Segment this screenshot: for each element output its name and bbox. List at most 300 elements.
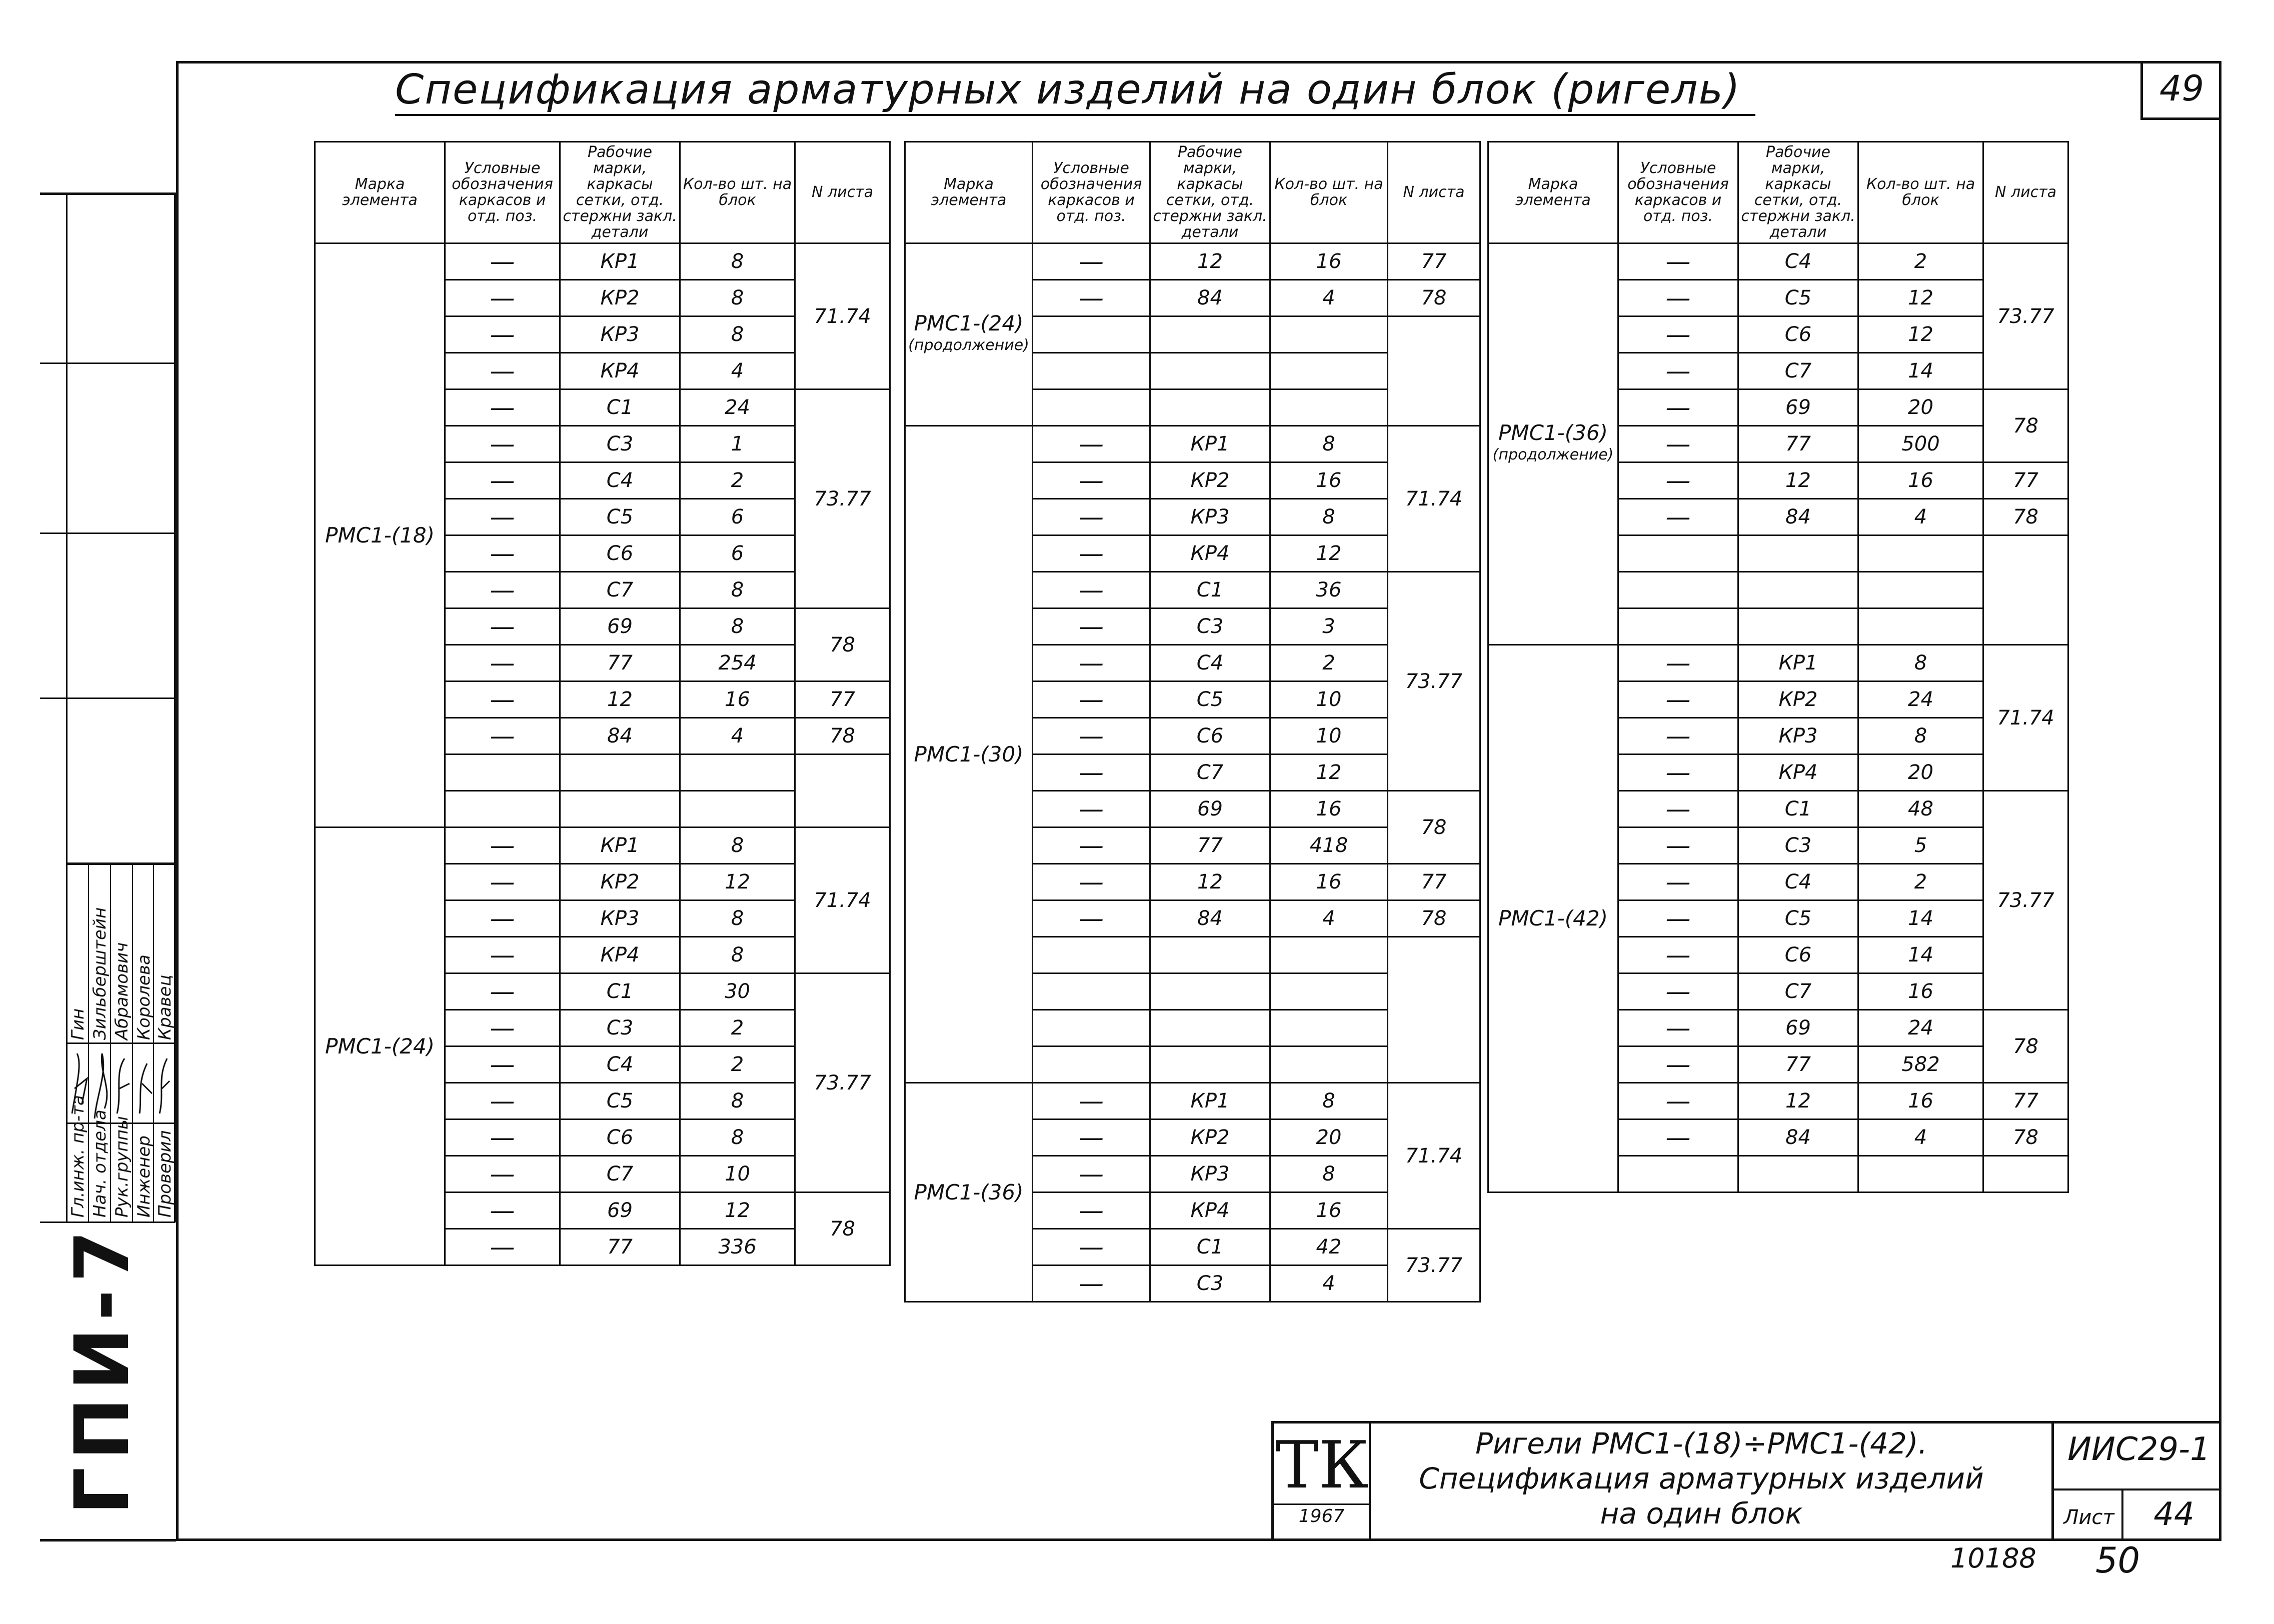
qty-cell: 4 xyxy=(680,718,795,754)
table-row xyxy=(1488,244,2068,280)
symbol-cell xyxy=(445,791,560,828)
organization-mark: ГПИ-7 xyxy=(59,1223,146,1515)
item-cell: КР4 xyxy=(560,353,680,390)
qty-cell xyxy=(1858,608,1983,645)
mark-label: РМС1-(42) xyxy=(1498,906,1608,930)
sheet-cell: 71.74 xyxy=(1983,645,2068,791)
symbol-cell: — xyxy=(1033,754,1150,791)
symbol-cell: — xyxy=(1033,462,1150,499)
item-cell: КР3 xyxy=(1150,1156,1270,1192)
symbol-cell: — xyxy=(1618,937,1738,974)
qty-cell xyxy=(1858,572,1983,608)
qty-cell xyxy=(1270,353,1388,390)
page-number-top: 49 xyxy=(2140,61,2220,120)
title-block-line-1: Ригели РМС1-(18)÷РМС1-(42). xyxy=(1475,1426,1927,1460)
stamp-col-line xyxy=(88,862,89,1222)
sheet-cell: 73.77 xyxy=(795,390,890,608)
header-sheet: N листа xyxy=(795,142,890,244)
symbol-cell: — xyxy=(1033,1083,1150,1120)
item-cell: С1 xyxy=(1150,1229,1270,1266)
stamp-row-line xyxy=(66,862,175,865)
item-cell: 77 xyxy=(1738,1046,1858,1083)
qty-cell: 8 xyxy=(1270,1156,1388,1192)
tk-logo: ТК xyxy=(1275,1427,1369,1503)
mark-label: РМС1-(18) xyxy=(325,522,435,548)
header-mark: Марка элемента xyxy=(1488,142,1618,244)
item-cell: 12 xyxy=(560,682,680,718)
item-cell: КР4 xyxy=(1738,754,1858,791)
symbol-cell xyxy=(1033,353,1150,390)
symbol-cell: — xyxy=(445,974,560,1010)
symbol-cell: — xyxy=(1618,718,1738,754)
symbol-cell: — xyxy=(445,682,560,718)
mark-cell xyxy=(905,426,1033,1083)
item-cell: 77 xyxy=(1150,828,1270,864)
item-cell: С5 xyxy=(1738,280,1858,316)
sheet-cell: 73.77 xyxy=(1388,572,1480,791)
stamp-row-line xyxy=(40,1222,175,1223)
symbol-cell: — xyxy=(445,572,560,608)
qty-cell: 4 xyxy=(1270,900,1388,937)
item-cell: С6 xyxy=(1738,937,1858,974)
header-item: Рабочие марки, каркасы сетки, отд. стержни закл. детали xyxy=(1738,142,1858,244)
item-cell: С4 xyxy=(560,462,680,499)
symbol-cell: — xyxy=(445,1046,560,1083)
symbol-cell: — xyxy=(1618,900,1738,937)
tb-sheet-divider xyxy=(2121,1488,2123,1541)
symbol-cell: — xyxy=(1033,536,1150,572)
symbol-cell: — xyxy=(445,718,560,754)
sheet-cell: 77 xyxy=(1983,462,2068,499)
qty-cell xyxy=(1858,1156,1983,1192)
symbol-cell: — xyxy=(1618,244,1738,280)
item-cell xyxy=(1150,1010,1270,1046)
qty-cell: 2 xyxy=(680,1046,795,1083)
qty-cell: 24 xyxy=(680,390,795,426)
sheet-cell: 78 xyxy=(795,718,890,754)
sheet-cell: 77 xyxy=(1388,244,1480,280)
header-symbol: Условные обозначения каркасов и отд. поз. xyxy=(1033,142,1150,244)
item-cell xyxy=(1150,974,1270,1010)
qty-cell: 8 xyxy=(680,1120,795,1156)
stamp-role-2: Нач. отдела xyxy=(90,1110,110,1218)
item-cell: КР2 xyxy=(560,280,680,316)
symbol-cell: — xyxy=(1033,244,1150,280)
item-cell: КР1 xyxy=(1150,426,1270,462)
item-cell: 12 xyxy=(1150,244,1270,280)
stamp-role-1: Гл.инж. пр-та xyxy=(68,1095,88,1218)
qty-cell xyxy=(1270,1046,1388,1083)
symbol-cell: — xyxy=(1618,828,1738,864)
stamp-col-line xyxy=(132,862,133,1222)
title-underline xyxy=(395,114,1755,116)
symbol-cell: — xyxy=(1033,426,1150,462)
symbol-cell xyxy=(1033,1046,1150,1083)
symbol-cell: — xyxy=(1033,828,1150,864)
qty-cell: 24 xyxy=(1858,682,1983,718)
stamp-row-line xyxy=(40,362,175,364)
item-cell: 77 xyxy=(1738,426,1858,462)
qty-cell: 14 xyxy=(1858,353,1983,390)
qty-cell xyxy=(1270,937,1388,974)
item-cell: С1 xyxy=(560,390,680,426)
qty-cell: 4 xyxy=(1270,1266,1388,1302)
qty-cell: 8 xyxy=(680,572,795,608)
symbol-cell xyxy=(1033,974,1150,1010)
qty-cell: 8 xyxy=(1270,1083,1388,1120)
tb-code-divider xyxy=(2051,1421,2054,1541)
qty-cell: 12 xyxy=(680,1192,795,1229)
symbol-cell: — xyxy=(1033,682,1150,718)
symbol-cell: — xyxy=(1618,1120,1738,1156)
title-block-line-2: Спецификация арматурных изделий xyxy=(1419,1462,1984,1496)
stamp-name-3: Абрамович xyxy=(112,942,132,1040)
sheet-cell: 71.74 xyxy=(1388,426,1480,572)
symbol-cell xyxy=(1618,536,1738,572)
title-block-line-3: на один блок xyxy=(1600,1496,1803,1530)
mark-cell xyxy=(1488,244,1618,645)
symbol-cell: — xyxy=(445,937,560,974)
sheet-cell: 78 xyxy=(1388,280,1480,316)
item-cell: 84 xyxy=(1150,900,1270,937)
mark-cell xyxy=(905,1083,1033,1302)
qty-cell: 12 xyxy=(1858,280,1983,316)
item-cell: КР3 xyxy=(1150,499,1270,536)
header-qty: Кол-во шт. на блок xyxy=(1858,142,1983,244)
symbol-cell: — xyxy=(1033,1192,1150,1229)
table-row xyxy=(905,1083,1480,1120)
symbol-cell: — xyxy=(1033,608,1150,645)
symbol-cell: — xyxy=(445,1010,560,1046)
page-number-bottom: 50 xyxy=(2095,1540,2140,1581)
symbol-cell: — xyxy=(1618,316,1738,353)
stamp-row-line xyxy=(40,698,175,699)
sheet-cell: 78 xyxy=(795,608,890,682)
table-row xyxy=(1488,645,2068,682)
symbol-cell: — xyxy=(445,462,560,499)
table-header-row xyxy=(315,142,890,244)
stamp-role-3: Рук.группы xyxy=(112,1116,132,1218)
header-symbol: Условные обозначения каркасов и отд. поз. xyxy=(1618,142,1738,244)
stamp-row-line xyxy=(40,532,175,534)
item-cell: С1 xyxy=(1150,572,1270,608)
item-cell: КР2 xyxy=(1150,462,1270,499)
symbol-cell: — xyxy=(1033,1266,1150,1302)
sheet-cell: 73.77 xyxy=(1983,244,2068,390)
header-sheet: N листа xyxy=(1388,142,1480,244)
sheet-cell: 71.74 xyxy=(795,244,890,390)
qty-cell: 14 xyxy=(1858,900,1983,937)
qty-cell: 30 xyxy=(680,974,795,1010)
qty-cell: 16 xyxy=(680,682,795,718)
symbol-cell: — xyxy=(445,316,560,353)
symbol-cell: — xyxy=(1033,572,1150,608)
item-cell: С7 xyxy=(1738,974,1858,1010)
item-cell: 77 xyxy=(560,645,680,682)
sheet-cell: 73.77 xyxy=(1983,791,2068,1010)
qty-cell: 16 xyxy=(1858,462,1983,499)
mark-note: (продолжение) xyxy=(1492,446,1614,464)
item-cell xyxy=(1738,608,1858,645)
sheet-cell: 73.77 xyxy=(1388,1229,1480,1302)
symbol-cell xyxy=(1033,390,1150,426)
symbol-cell: — xyxy=(1618,1046,1738,1083)
symbol-cell: — xyxy=(1618,754,1738,791)
header-mark: Марка элемента xyxy=(905,142,1033,244)
mark-note: (продолжение) xyxy=(908,336,1029,354)
symbol-cell xyxy=(1618,572,1738,608)
item-cell: С3 xyxy=(560,1010,680,1046)
sheet-cell: 73.77 xyxy=(795,974,890,1192)
symbol-cell: — xyxy=(445,1120,560,1156)
qty-cell: 14 xyxy=(1858,937,1983,974)
qty-cell: 336 xyxy=(680,1229,795,1266)
item-cell: 77 xyxy=(560,1229,680,1266)
item-cell xyxy=(1738,1156,1858,1192)
item-cell: 69 xyxy=(1150,791,1270,828)
qty-cell: 418 xyxy=(1270,828,1388,864)
symbol-cell: — xyxy=(1618,462,1738,499)
sheet-cell: 78 xyxy=(1983,390,2068,462)
item-cell: 84 xyxy=(1738,1120,1858,1156)
stamp-role-5: Проверил xyxy=(155,1130,175,1218)
qty-cell: 6 xyxy=(680,536,795,572)
item-cell: С6 xyxy=(560,536,680,572)
qty-cell: 8 xyxy=(680,244,795,280)
title-block xyxy=(1271,1421,2221,1541)
symbol-cell: — xyxy=(1618,645,1738,682)
sheet-cell: 77 xyxy=(1388,864,1480,900)
header-mark: Марка элемента xyxy=(315,142,445,244)
qty-cell: 24 xyxy=(1858,1010,1983,1046)
qty-cell: 8 xyxy=(1858,645,1983,682)
qty-cell: 16 xyxy=(1858,1083,1983,1120)
symbol-cell: — xyxy=(445,536,560,572)
item-cell xyxy=(1150,390,1270,426)
qty-cell: 20 xyxy=(1858,754,1983,791)
item-cell: С5 xyxy=(1738,900,1858,937)
qty-cell xyxy=(680,791,795,828)
symbol-cell: — xyxy=(1618,499,1738,536)
item-cell: С4 xyxy=(1150,645,1270,682)
page-title: Спецификация арматурных изделий на один блок (ригель) xyxy=(395,66,1741,114)
qty-cell: 10 xyxy=(1270,682,1388,718)
qty-cell: 1 xyxy=(680,426,795,462)
qty-cell: 8 xyxy=(1270,426,1388,462)
sheet-cell: 71.74 xyxy=(795,828,890,974)
symbol-cell: — xyxy=(445,499,560,536)
item-cell xyxy=(1150,353,1270,390)
title-block-text xyxy=(1376,1426,2026,1531)
symbol-cell: — xyxy=(445,353,560,390)
item-cell: 69 xyxy=(560,608,680,645)
item-cell: С4 xyxy=(560,1046,680,1083)
symbol-cell: — xyxy=(445,1229,560,1266)
sheet-cell: 78 xyxy=(1983,1010,2068,1083)
qty-cell: 4 xyxy=(1858,1120,1983,1156)
qty-cell: 16 xyxy=(1858,974,1983,1010)
spec-table-1 xyxy=(314,141,891,1266)
item-cell xyxy=(1150,316,1270,353)
tb-logo-divider xyxy=(1369,1421,1371,1541)
sheet-cell: 78 xyxy=(1388,791,1480,864)
qty-cell: 16 xyxy=(1270,791,1388,828)
mark-label: РМС1-(36) xyxy=(914,1180,1024,1204)
symbol-cell xyxy=(445,754,560,791)
sheet-cell: 78 xyxy=(795,1192,890,1266)
qty-cell: 16 xyxy=(1270,462,1388,499)
table-row xyxy=(905,426,1480,462)
stamp-name-4: Королева xyxy=(134,954,154,1040)
item-cell: КР1 xyxy=(1150,1083,1270,1120)
table-row xyxy=(315,244,890,280)
qty-cell: 8 xyxy=(1270,499,1388,536)
mark-cell xyxy=(1488,645,1618,1192)
table-row xyxy=(905,244,1480,280)
table-row xyxy=(315,828,890,864)
symbol-cell: — xyxy=(445,900,560,937)
item-cell: КР1 xyxy=(560,244,680,280)
table-body xyxy=(1488,244,2068,1192)
symbol-cell: — xyxy=(1618,974,1738,1010)
header-sheet: N листа xyxy=(1983,142,2068,244)
qty-cell: 20 xyxy=(1270,1120,1388,1156)
symbol-cell xyxy=(1033,316,1150,353)
symbol-cell xyxy=(1618,1156,1738,1192)
qty-cell: 8 xyxy=(680,316,795,353)
header-qty: Кол-во шт. на блок xyxy=(680,142,795,244)
tb-left-border xyxy=(1271,1421,1274,1541)
symbol-cell: — xyxy=(1618,1010,1738,1046)
item-cell: 69 xyxy=(1738,390,1858,426)
symbol-cell: — xyxy=(1618,682,1738,718)
symbol-cell: — xyxy=(1033,791,1150,828)
qty-cell: 2 xyxy=(680,462,795,499)
symbol-cell: — xyxy=(1033,900,1150,937)
qty-cell: 16 xyxy=(1270,244,1388,280)
sheet-cell xyxy=(795,754,890,828)
item-cell: С6 xyxy=(1738,316,1858,353)
sheet-number: 44 xyxy=(2153,1496,2194,1533)
item-cell: 84 xyxy=(560,718,680,754)
item-cell: КР2 xyxy=(1738,682,1858,718)
item-cell: 69 xyxy=(560,1192,680,1229)
symbol-cell: — xyxy=(1033,864,1150,900)
qty-cell: 4 xyxy=(680,353,795,390)
sheet-cell: 77 xyxy=(1983,1083,2068,1120)
symbol-cell: — xyxy=(1618,426,1738,462)
qty-cell: 8 xyxy=(680,937,795,974)
item-cell: КР3 xyxy=(1738,718,1858,754)
qty-cell: 6 xyxy=(680,499,795,536)
symbol-cell: — xyxy=(445,244,560,280)
item-cell: С3 xyxy=(560,426,680,462)
symbol-cell: — xyxy=(1033,1229,1150,1266)
qty-cell: 8 xyxy=(680,608,795,645)
qty-cell: 4 xyxy=(1270,280,1388,316)
symbol-cell: — xyxy=(445,608,560,645)
symbol-cell: — xyxy=(1033,499,1150,536)
qty-cell: 254 xyxy=(680,645,795,682)
qty-cell: 8 xyxy=(1858,718,1983,754)
item-cell xyxy=(1738,572,1858,608)
stamp-col-line xyxy=(110,862,111,1222)
sheet-cell: 78 xyxy=(1983,1120,2068,1156)
symbol-cell: — xyxy=(445,864,560,900)
item-cell: С7 xyxy=(560,1156,680,1192)
item-cell: С1 xyxy=(560,974,680,1010)
qty-cell: 8 xyxy=(680,828,795,864)
item-cell: С5 xyxy=(1150,682,1270,718)
stamp-name-1: Гин xyxy=(68,1008,88,1040)
item-cell: С7 xyxy=(560,572,680,608)
item-cell: С3 xyxy=(1150,1266,1270,1302)
header-symbol: Условные обозначения каркасов и отд. поз. xyxy=(445,142,560,244)
qty-cell: 12 xyxy=(1270,536,1388,572)
symbol-cell: — xyxy=(1033,1120,1150,1156)
qty-cell: 2 xyxy=(1858,244,1983,280)
item-cell: 84 xyxy=(1738,499,1858,536)
qty-cell: 16 xyxy=(1270,1192,1388,1229)
mark-label: РМС1-(30) xyxy=(914,742,1024,766)
symbol-cell: — xyxy=(445,828,560,864)
qty-cell: 12 xyxy=(1858,316,1983,353)
item-cell: С4 xyxy=(1738,244,1858,280)
symbol-cell: — xyxy=(1618,864,1738,900)
symbol-cell: — xyxy=(445,645,560,682)
sheet-cell: 77 xyxy=(795,682,890,718)
symbol-cell: — xyxy=(1618,390,1738,426)
table-body xyxy=(905,244,1480,1302)
symbol-cell: — xyxy=(445,1192,560,1229)
item-cell: КР3 xyxy=(560,316,680,353)
item-cell xyxy=(1150,1046,1270,1083)
item-cell: КР4 xyxy=(560,937,680,974)
symbol-cell: — xyxy=(1618,1083,1738,1120)
qty-cell xyxy=(680,754,795,791)
qty-cell: 12 xyxy=(1270,754,1388,791)
tb-top-border xyxy=(1271,1421,2221,1424)
sheet-cell: 78 xyxy=(1388,900,1480,937)
qty-cell: 2 xyxy=(1270,645,1388,682)
stamp-name-2: Зильберштейн xyxy=(90,907,110,1040)
item-cell: 12 xyxy=(1738,1083,1858,1120)
item-cell: КР1 xyxy=(1738,645,1858,682)
item-cell: С1 xyxy=(1738,791,1858,828)
qty-cell: 36 xyxy=(1270,572,1388,608)
item-cell: 12 xyxy=(1150,864,1270,900)
item-cell xyxy=(1738,536,1858,572)
header-item: Рабочие марки, каркасы сетки, отд. стержни закл. детали xyxy=(1150,142,1270,244)
qty-cell: 8 xyxy=(680,280,795,316)
inventory-number: 10188 xyxy=(1950,1542,2036,1574)
mark-cell xyxy=(315,244,445,828)
spec-table-3 xyxy=(1487,141,2069,1193)
qty-cell: 2 xyxy=(680,1010,795,1046)
qty-cell: 5 xyxy=(1858,828,1983,864)
item-cell: С6 xyxy=(560,1120,680,1156)
stamp-right-border xyxy=(174,192,177,1222)
qty-cell xyxy=(1270,1010,1388,1046)
symbol-cell xyxy=(1033,937,1150,974)
symbol-cell xyxy=(1033,1010,1150,1046)
symbol-cell: — xyxy=(1033,718,1150,754)
spec-table-2 xyxy=(904,141,1481,1302)
qty-cell: 12 xyxy=(680,864,795,900)
item-cell xyxy=(560,791,680,828)
symbol-cell: — xyxy=(1618,353,1738,390)
item-cell: С4 xyxy=(1738,864,1858,900)
